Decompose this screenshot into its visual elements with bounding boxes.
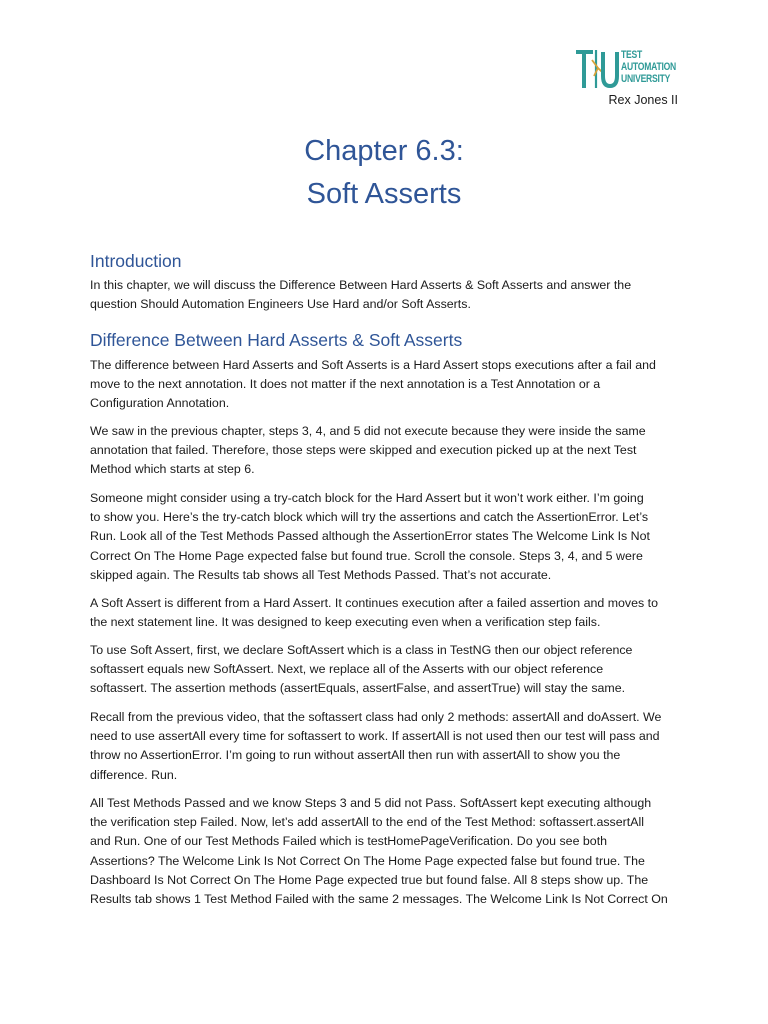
text-line: To use Soft Assert, first, we declare SoftAssert which is a class in TestNG then our object reference <box>90 643 633 657</box>
author-name: Rex Jones II <box>608 93 678 107</box>
text-line: Recall from the previous video, that the softassert class had only 2 methods: assertAll and doAssert. We <box>90 710 662 724</box>
logo-word-test: TEST <box>621 49 642 61</box>
text-line: Method which starts at step 6. <box>90 462 255 477</box>
text-line: throw no AssertionError. I’m going to run without assertAll then run with assertAll to show you the <box>90 748 621 763</box>
text-line: question Should Automation Engineers Use Hard and/or Soft Asserts. <box>90 297 471 312</box>
text-line: move to the next annotation. It does not matter if the next annotation is a Test Annotation or a <box>90 377 601 392</box>
paragraph-2 <box>90 422 690 480</box>
text-line: We saw in the previous chapter, steps 3, 4, and 5 did not execute because they were inside the same <box>90 424 646 438</box>
text-line: the next statement line. It was designed to keep executing even when a verification step fails. <box>90 615 601 630</box>
text-line: A Soft Assert is different from a Hard Assert. It continues execution after a failed assertion and moves to <box>90 596 658 610</box>
text-line: the verification step Failed. Now, let’s add assertAll to the end of the Test Method: softassert.assertAll <box>90 815 644 830</box>
text-line: All Test Methods Passed and we know Steps 3 and 5 did not Pass. SoftAssert kept executing although <box>90 796 652 810</box>
text-line: Correct On The Home Page expected false but found true. Scroll the console. Steps 3, 4, and 5 were <box>90 548 643 563</box>
text-line: softassert equals new SoftAssert. Next, we replace all of the Asserts with our object reference <box>90 662 604 677</box>
text-line: and Run. One of our Test Methods Failed which is testHomePageVerification. Do you see both <box>90 834 608 849</box>
text-line: Run. Look all of the Test Methods Passed although the AssertionError states The Welcome Link Is Not <box>90 529 650 544</box>
text-line: difference. Run. <box>90 767 178 782</box>
tau-logo-mark-icon <box>576 48 620 90</box>
heading-difference: Difference Between Hard Asserts & Soft Asserts <box>90 330 463 350</box>
paragraph-3 <box>90 489 690 585</box>
paragraph-6 <box>90 708 690 785</box>
text-line: softassert. The assertion methods (assertEquals, assertFalse, and assertTrue) will stay the same. <box>90 681 626 696</box>
logo-word-university: UNIVERSITY <box>621 73 671 85</box>
text-line: Someone might consider using a try-catch block for the Hard Assert but it won’t work either. I’m going <box>90 491 644 505</box>
text-line: In this chapter, we will discuss the Difference Between Hard Asserts & Soft Asserts and answer the <box>90 278 632 292</box>
text-line: Assertions? The Welcome Link Is Not Correct On The Home Page expected false but found true. The <box>90 853 645 868</box>
heading-introduction: Introduction <box>90 251 182 271</box>
paragraph-5 <box>90 641 690 699</box>
text-line: annotation that failed. Therefore, those steps were skipped and execution picked up at the next Test <box>90 443 637 458</box>
text-line: Results tab shows 1 Test Method Failed with the same 2 messages. The Welcome Link Is Not Correct On <box>90 892 668 907</box>
paragraph-introduction <box>90 276 690 314</box>
text-line: to show you. Here’s the try-catch block which will try the assertions and catch the AssertionError. Let’s <box>90 510 649 525</box>
text-line: need to use assertAll every time for softassert to work. If assertAll is not used then our test will pass and <box>90 729 660 744</box>
logo-word-automation: AUTOMATION <box>621 61 677 73</box>
text-line: The difference between Hard Asserts and Soft Asserts is a Hard Assert stops executions after a fail and <box>90 358 656 372</box>
tau-logo-words <box>621 49 676 85</box>
paragraph-4 <box>90 594 690 632</box>
text-line: Dashboard Is Not Correct On The Home Page expected true but found false. All 8 steps show up. The <box>90 872 649 887</box>
paragraph-7 <box>90 794 690 909</box>
chapter-title-number: Chapter 6.3: <box>304 135 464 167</box>
paragraph-1 <box>90 356 690 414</box>
text-line: skipped again. The Results tab shows all Test Methods Passed. That’s not accurate. <box>90 567 552 582</box>
tau-logo <box>576 46 686 94</box>
chapter-title-name: Soft Asserts <box>306 178 462 210</box>
text-line: Configuration Annotation. <box>90 396 230 411</box>
